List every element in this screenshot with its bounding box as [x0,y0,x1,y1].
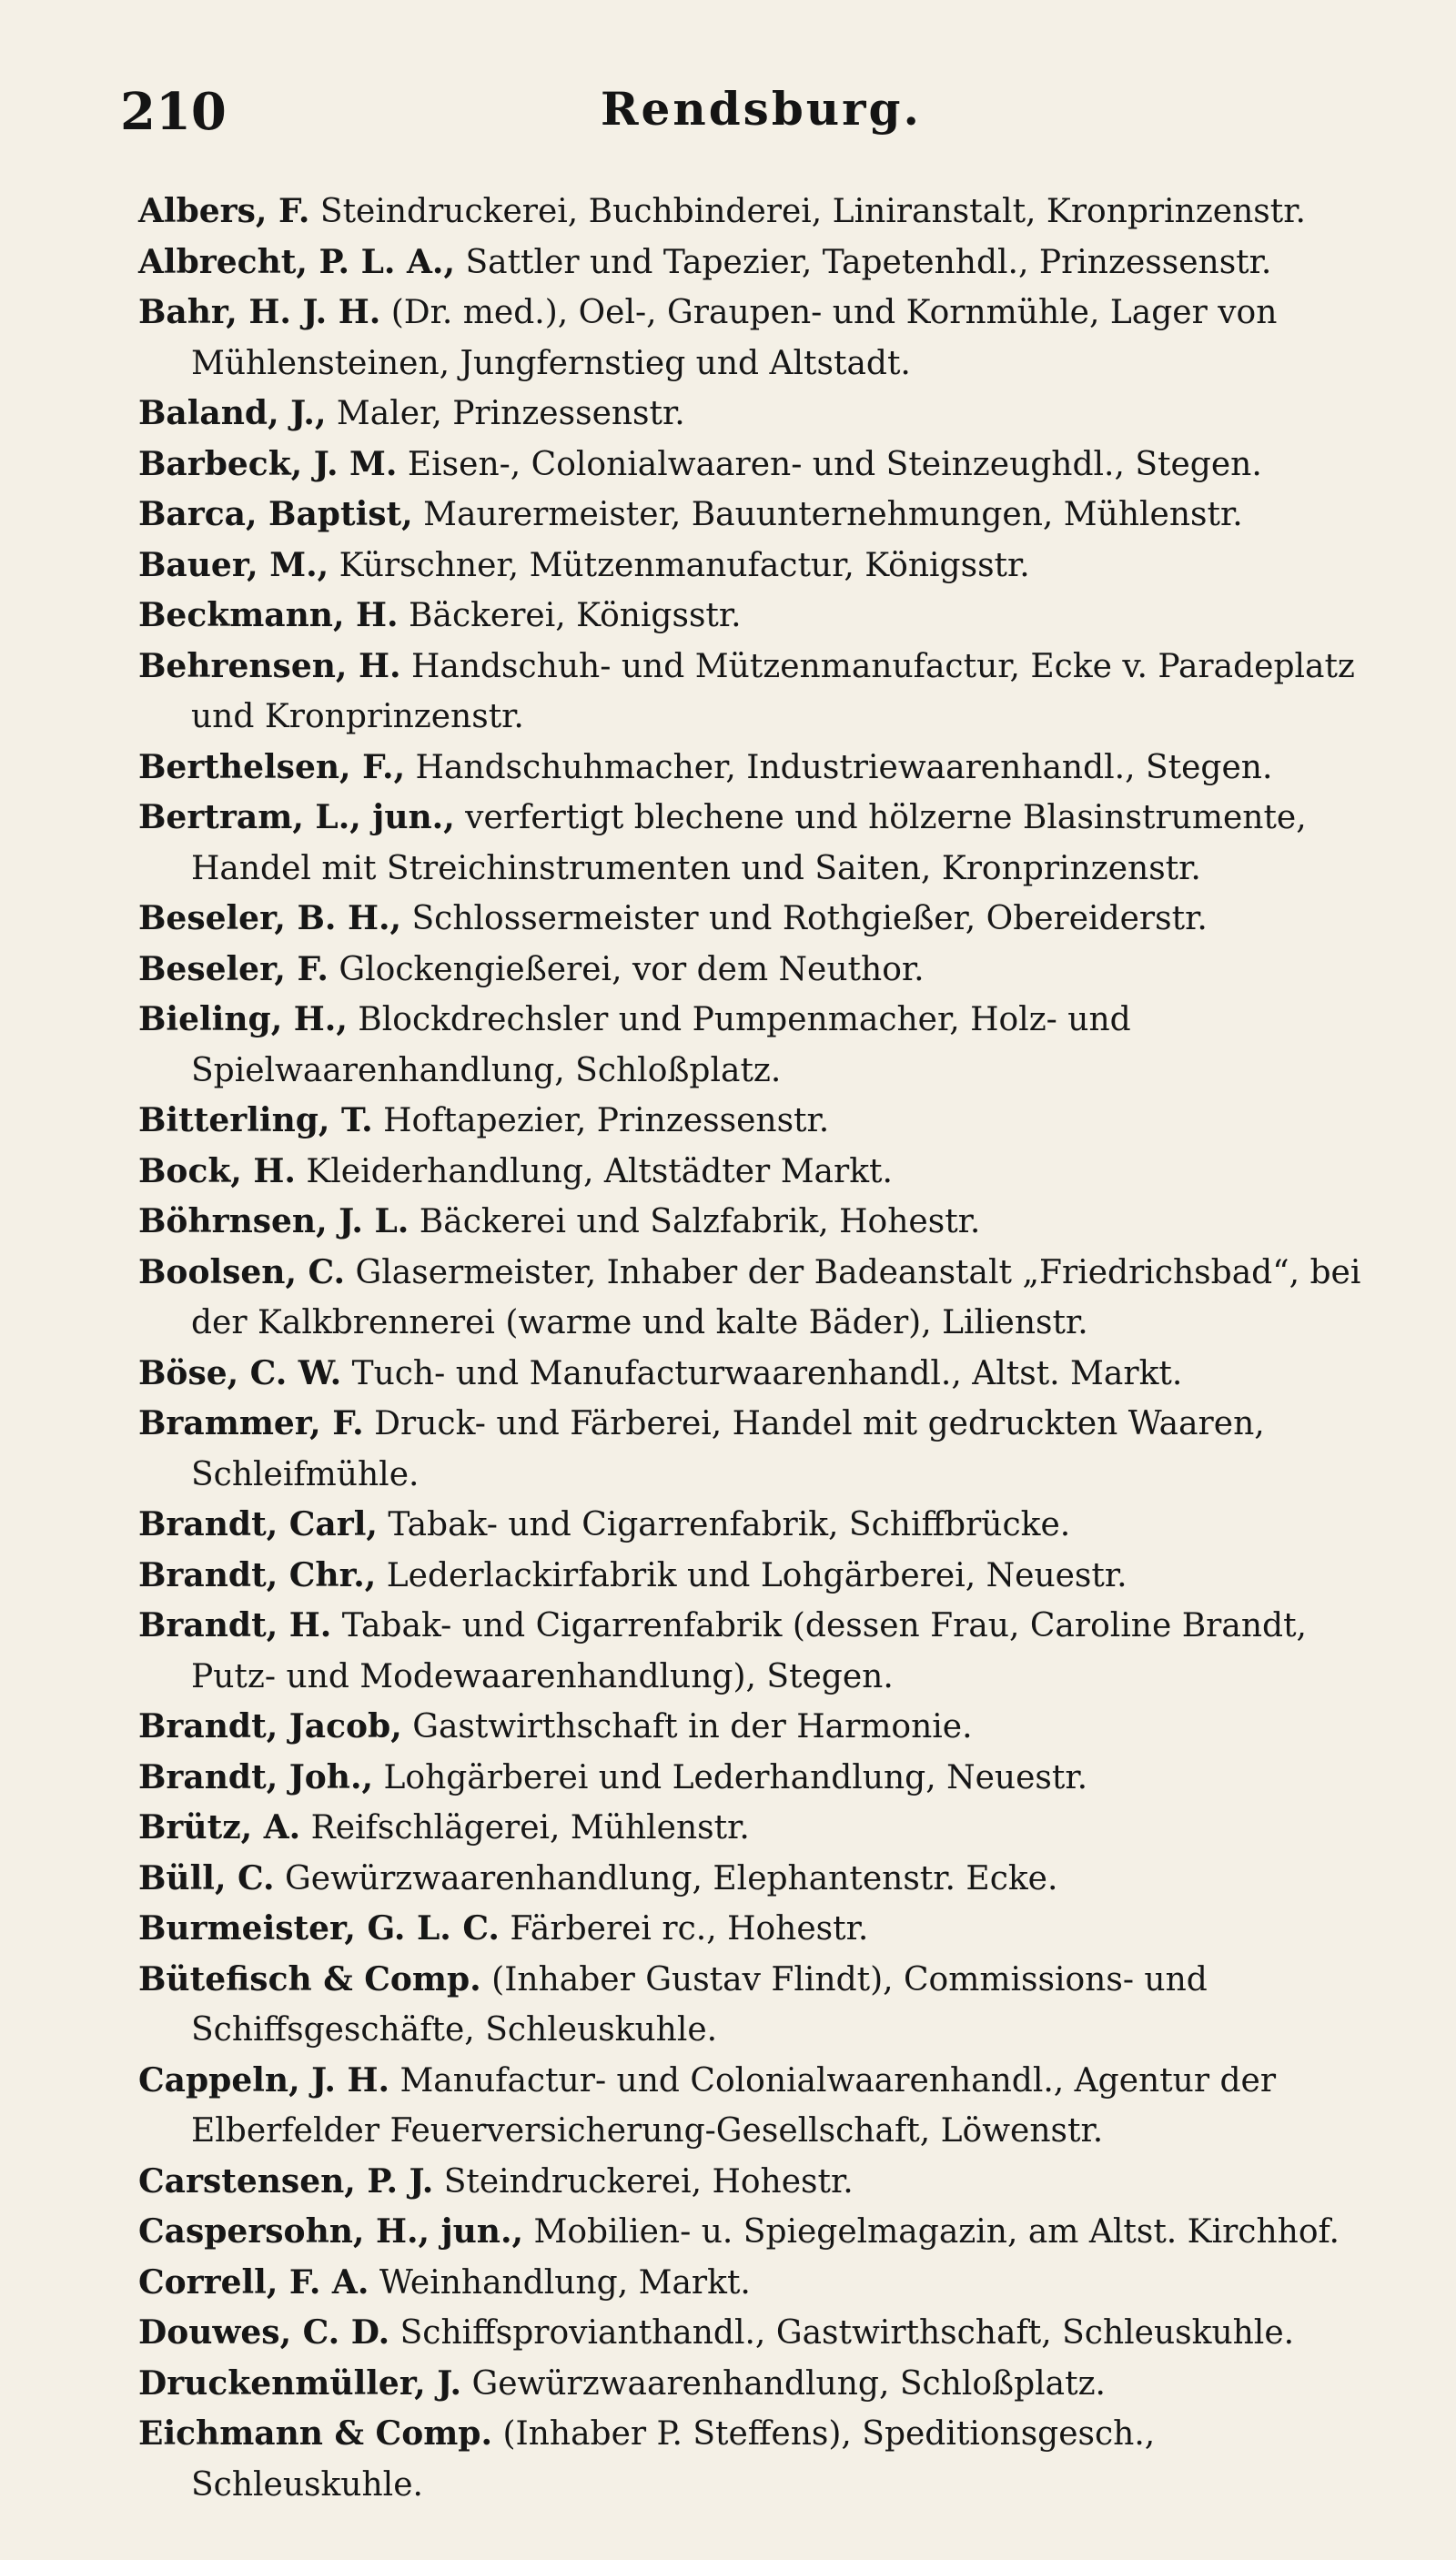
entry-name: Brütz, A. [138,1808,301,1847]
directory-entry [138,1551,1390,1602]
entry-name: Beckmann, H. [138,596,399,634]
directory-entry [138,2258,1390,2309]
entry-name: Baland, J., [138,394,327,432]
entry-name: Eichmann & Comp. [138,2414,493,2453]
entry-name: Boolsen, C. [138,1252,346,1291]
directory-list [138,187,1390,2510]
entry-name: Brandt, Carl, [138,1505,378,1543]
directory-entry [138,743,1390,794]
directory-entry [138,2207,1390,2258]
directory-entry [138,591,1390,642]
entry-description: Manufactur- und Colonialwaarenhandl., Agentur der Elberfelder Feuerversicherung-Gesellschaft, Löwenstr. [191,2061,1277,2150]
entry-description: (Dr. med.), Oel-, Graupen- und Kornmühle, Lager von Mühlensteinen, Jungfernstieg und Altstadt. [191,294,1278,382]
entry-description: (Inhaber Gustav Flindt), Commissions- und Schiffsgeschäfte, Schleuskuhle. [191,1960,1208,2049]
entry-name: Barca, Baptist, [138,495,413,533]
directory-entry [138,1904,1390,1955]
entry-description: Reifschlägerei, Mühlenstr. [300,1809,750,1847]
directory-entry [138,1854,1390,1905]
entry-name: Burmeister, G. L. C. [138,1909,500,1948]
entry-name: Brandt, Chr., [138,1555,377,1594]
directory-entry [138,1955,1390,2056]
entry-name: Beseler, F. [138,949,329,988]
entry-description: Tabak- und Cigarrenfabrik, Schiffbrücke. [377,1506,1071,1543]
entry-name: Bertram, L., jun., [138,798,455,836]
directory-entry [138,1500,1390,1551]
entry-description: Tuch- und Manufacturwaarenhandl., Altst. Markt. [341,1354,1183,1392]
entry-description: Blockdrechsler und Pumpenmacher, Holz- und Spielwaarenhandlung, Schloßplatz. [191,1001,1131,1089]
directory-entry [138,995,1390,1096]
entry-name: Bahr, H. J. H. [138,293,381,331]
entry-name: Douwes, C. D. [138,2313,390,2352]
directory-entry [138,1147,1390,1198]
directory-entry [138,288,1390,389]
entry-name: Cappeln, J. H. [138,2060,389,2100]
entry-description: verfertigt blechene und hölzerne Blasinstrumente, Handel mit Streichinstrumenten und Saiten, Kronprinzenstr. [191,799,1307,887]
entry-name: Caspersohn, H., jun., [138,2212,524,2251]
entry-description: Schlossermeister und Rothgießer, Obereiderstr. [401,900,1208,937]
entry-name: Bitterling, T. [138,1101,373,1139]
entry-name: Albers, F. [138,192,310,230]
directory-entry [138,1248,1390,1349]
entry-description: Handschuhmacher, Industriewaarenhandl., Stegen. [405,748,1273,786]
entry-name: Brammer, F. [138,1404,364,1442]
entry-name: Bieling, H., [138,1000,348,1038]
entry-name: Bauer, M., [138,545,329,584]
entry-name: Behrensen, H. [138,646,401,685]
entry-description: Gewürzwaarenhandlung, Schloßplatz. [461,2364,1106,2403]
directory-entry [138,1753,1390,1804]
entry-description: Gastwirthschaft in der Harmonie. [401,1708,973,1745]
directory-entry [138,2157,1390,2208]
directory-entry [138,2308,1390,2359]
directory-entry [138,187,1390,238]
directory-entry [138,642,1390,743]
entry-description: (Inhaber P. Steffens), Speditionsgesch., Schleuskuhle. [191,2415,1156,2504]
entry-description: Steindruckerei, Buchbinderei, Liniranstalt, Kronprinzenstr. [309,193,1306,230]
entry-description: Glasermeister, Inhaber der Badeanstalt „Friedrichsbad“, bei der Kalkbrennerei (warme und kalte Bäder), Lilienstr. [191,1253,1361,1341]
directory-entry [138,440,1390,491]
entry-description: Kleiderhandlung, Altstädter Markt. [295,1152,893,1190]
entry-name: Brandt, Joh., [138,1757,374,1796]
entry-description: Maler, Prinzessenstr. [326,395,685,432]
directory-entry [138,1096,1390,1147]
entry-description: Tabak- und Cigarrenfabrik (dessen Frau, Caroline Brandt, Putz- und Modewaarenhandlung), Stegen. [191,1607,1307,1695]
directory-entry [138,793,1390,894]
directory-entry [138,389,1390,440]
entry-name: Druckenmüller, J. [138,2363,462,2403]
entry-description: Lederlackirfabrik und Lohgärberei, Neuestr. [376,1556,1127,1594]
entry-name: Brandt, Jacob, [138,1707,402,1745]
entry-description: Handschuh- und Mützenmanufactur, Ecke v. Paradeplatz und Kronprinzenstr. [191,647,1355,735]
entry-description: Bäckerei, Königsstr. [398,597,742,634]
directory-entry [138,490,1390,541]
entry-description: Gewürzwaarenhandlung, Elephantenstr. Ecke. [274,1859,1058,1897]
directory-entry [138,1399,1390,1500]
directory-entry [138,894,1390,945]
entry-name: Bütefisch & Comp. [138,1959,481,1998]
directory-entry [138,541,1390,592]
entry-description: Steindruckerei, Hohestr. [433,2162,854,2201]
page-number: 210 [120,82,227,142]
directory-entry [138,945,1390,996]
directory-entry [138,1197,1390,1248]
directory-entry [138,2409,1390,2510]
entry-name: Correll, F. A. [138,2262,369,2302]
entry-name: Brandt, H. [138,1606,332,1644]
entry-name: Böse, C. W. [138,1353,342,1392]
entry-name: Bock, H. [138,1151,296,1190]
entry-name: Büll, C. [138,1858,275,1897]
entry-description: Weinhandlung, Markt. [369,2263,751,2302]
entry-description: Glockengießerei, vor dem Neuthor. [328,950,925,988]
entry-description: Färberei rc., Hohestr. [499,1910,869,1948]
directory-entry [138,1349,1390,1400]
directory-entry [138,1702,1390,1753]
entry-description: Schiffsprovianthandl., Gastwirthschaft, Schleuskuhle. [389,2314,1295,2352]
entry-description: Kürschner, Mützenmanufactur, Königsstr. [329,546,1030,584]
entry-description: Bäckerei und Salzfabrik, Hohestr. [409,1203,981,1240]
directory-entry [138,238,1390,288]
directory-entry [138,1803,1390,1854]
entry-name: Böhrnsen, J. L. [138,1202,410,1240]
directory-entry [138,2359,1390,2410]
directory-entry [138,2056,1390,2157]
directory-entry [138,1601,1390,1702]
entry-name: Carstensen, P. J. [138,2161,434,2201]
entry-description: Maurermeister, Bauunternehmungen, Mühlenstr. [412,496,1243,533]
entry-description: Mobilien- u. Spiegelmagazin, am Altst. Kirchhof. [523,2213,1340,2251]
entry-name: Berthelsen, F., [138,747,406,786]
entry-description: Druck- und Färberei, Handel mit gedruckten Waaren, Schleifmühle. [191,1405,1265,1493]
entry-name: Albrecht, P. L. A., [138,242,455,281]
entry-name: Beseler, B. H., [138,899,402,937]
entry-description: Hoftapezier, Prinzessenstr. [372,1102,830,1139]
running-title: Rendsburg. [601,82,922,136]
entry-description: Lohgärberei und Lederhandlung, Neuestr. [373,1758,1088,1796]
entry-name: Barbeck, J. M. [138,444,398,483]
entry-description: Sattler und Tapezier, Tapetenhdl., Prinzessenstr. [455,243,1272,281]
page-header [0,82,1456,155]
entry-description: Eisen-, Colonialwaaren- und Steinzeughdl., Stegen. [397,445,1262,483]
